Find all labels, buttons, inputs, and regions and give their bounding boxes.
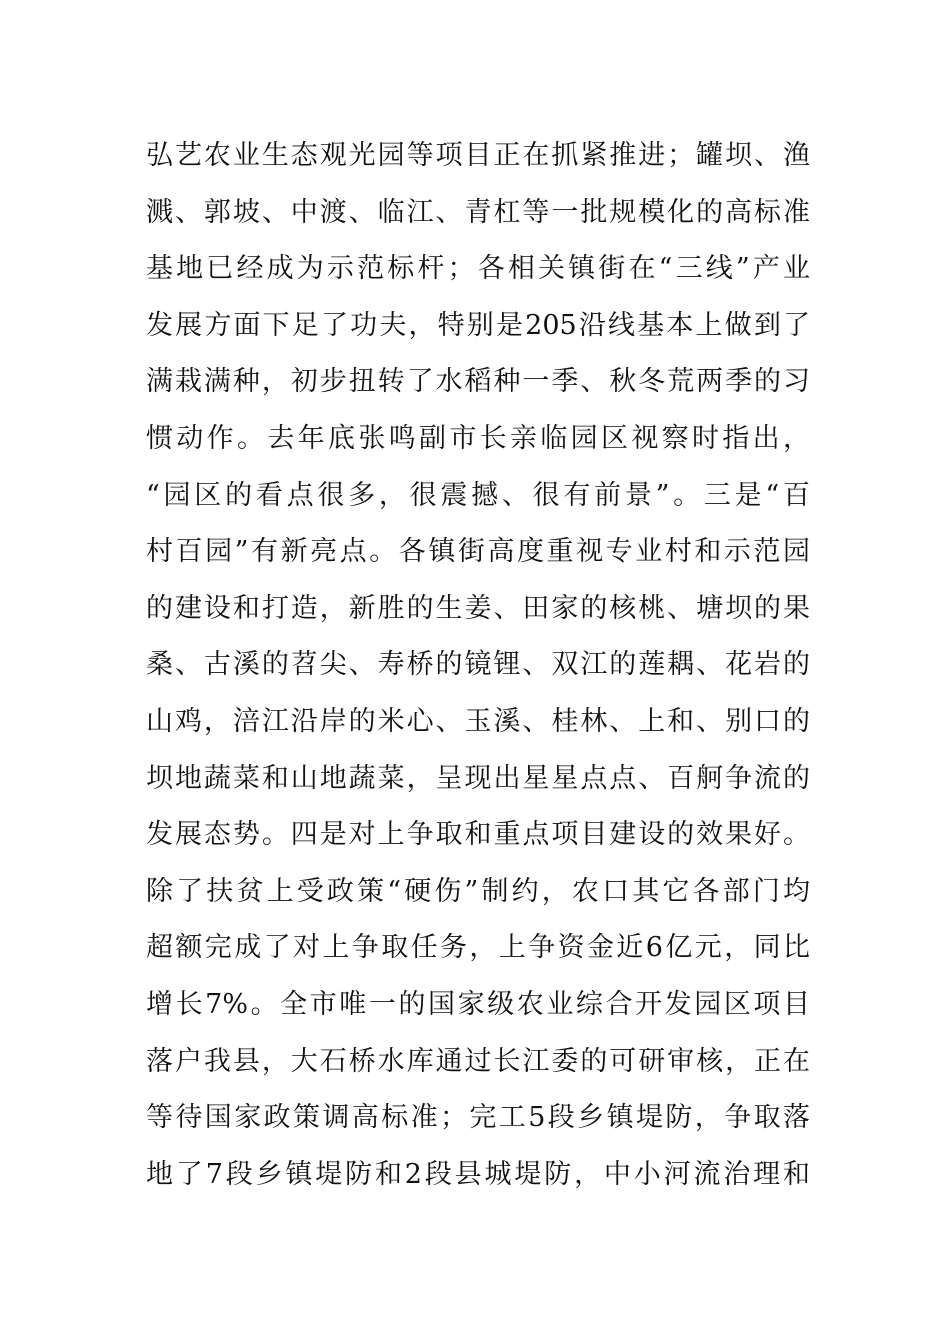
text-line-9: 的建设和打造，新胜的生姜、田家的核桃、塘坝的果	[146, 592, 810, 624]
text-line-11: 山鸡，涪江沿岸的米心、玉溪、桂林、上和、别口的	[146, 705, 810, 737]
text-line-2: 溅、郭坡、中渡、临江、青杠等一批规模化的高标准	[146, 196, 810, 228]
text-line-5: 满栽满种，初步扭转了水稻种一季、秋冬荒两季的习	[146, 366, 810, 398]
text-line-1: 弘艺农业生态观光园等项目正在抓紧推进；罐坝、渔	[146, 140, 810, 171]
body-text	[146, 128, 810, 1203]
text-line-14: 除了扶贫上受政策“硬伤”制约，农口其它各部门均	[146, 875, 810, 907]
text-line-3: 基地已经成为示范标杆；各相关镇街在“三线”产业	[146, 253, 810, 285]
text-line-19: 地了7段乡镇堤防和2段县城堤防，中小河流治理和	[146, 1158, 810, 1190]
text-line-16: 增长7%。全市唯一的国家级农业综合开发园区项目	[146, 988, 810, 1020]
text-line-12: 坝地蔬菜和山地蔬菜，呈现出星星点点、百舸争流的	[146, 762, 810, 794]
text-line-8: 村百园”有新亮点。各镇街高度重视专业村和示范园	[146, 536, 810, 568]
text-line-4: 发展方面下足了功夫，特别是205沿线基本上做到了	[146, 309, 810, 341]
text-line-10: 桑、古溪的苕尖、寿桥的镜锂、双江的莲耦、花岩的	[146, 649, 810, 681]
text-line-15: 超额完成了对上争取任务，上争资金近6亿元，同比	[146, 932, 810, 964]
text-line-13: 发展态势。四是对上争取和重点项目建设的效果好。	[146, 819, 810, 851]
text-line-17: 落户我县，大石桥水库通过长江委的可研审核，正在	[146, 1045, 810, 1077]
text-line-18: 等待国家政策调高标准；完工5段乡镇堤防，争取落	[146, 1102, 810, 1134]
text-line-7: “园区的看点很多，很震撼、很有前景”。三是“百	[146, 479, 810, 511]
text-line-6: 惯动作。去年底张鸣副市长亲临园区视察时指出，	[146, 422, 810, 454]
